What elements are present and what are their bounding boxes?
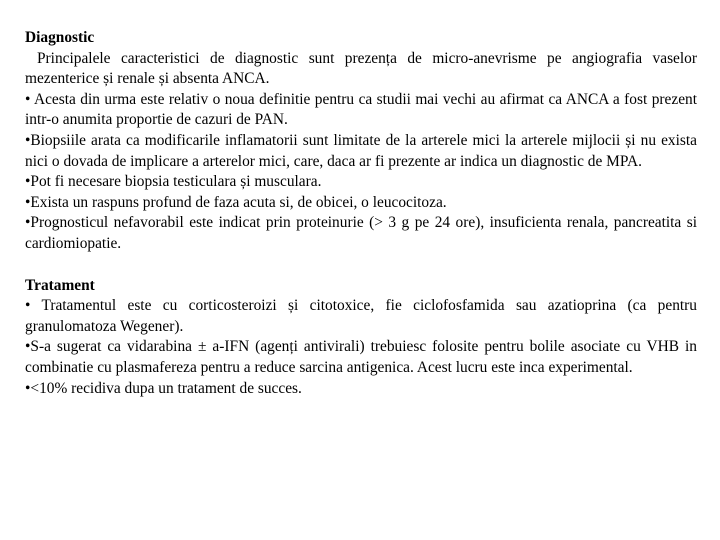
treatment-bullet-corticosteroids: • Tratamentul este cu corticosteroizi și citotoxice, fie ciclofosfamida sau azatioprina (ca pentru granulomatoza Wegener). <box>25 297 697 335</box>
treatment-heading: Tratament <box>25 276 95 294</box>
treatment-section <box>25 276 697 400</box>
diagnostic-bullet-biopsy: •Biopsiile arata ca modificarile inflamatorii sunt limitate de la arterele mici la arterele mijlocii și nu exista nici o dovada de implicare a arterelor mici, care, daca ar fi prezente ar indica un diagnostic de MPA. <box>25 131 697 170</box>
diagnostic-heading: Diagnostic <box>25 29 95 46</box>
diagnostic-bullet-acute-phase: •Exista un raspuns profund de faza acuta si, de obicei, o leucocitoza. <box>25 193 447 211</box>
diagnostic-section <box>25 28 697 255</box>
diagnostic-bullet-anca: • Acesta din urma este relativ o noua definitie pentru ca studii mai vechi au afirmat ca ANCA a fost prezent intr-o anumita proportie de cazuri de PAN. <box>25 90 697 129</box>
diagnostic-bullet-testicular-biopsy: •Pot fi necesare biopsia testiculara și musculara. <box>25 173 322 191</box>
diagnostic-bullet-prognosis: •Prognosticul nefavorabil este indicat prin proteinurie (> 3 g pe 24 ore), insuficienta renala, pancreatita si cardiomiopatie. <box>25 214 697 252</box>
section-spacer <box>25 255 697 276</box>
treatment-bullet-relapse: •<10% recidiva dupa un tratament de succes. <box>25 379 302 397</box>
treatment-bullet-vidarabine: •S-a sugerat ca vidarabina ± a-IFN (agenți antivirali) trebuiesc folosite pentru bolile asociate cu VHB in combinatie cu plasmafereza pentru a reduce sarcina antigenica. Acest lucru este inca experimental. <box>25 338 697 376</box>
diagnostic-intro-paragraph: Principalele caracteristici de diagnostic sunt prezența de micro-anevrisme pe angiografia vaselor mezenterice și renale și absenta ANCA. <box>25 49 697 88</box>
document-page <box>25 28 697 399</box>
